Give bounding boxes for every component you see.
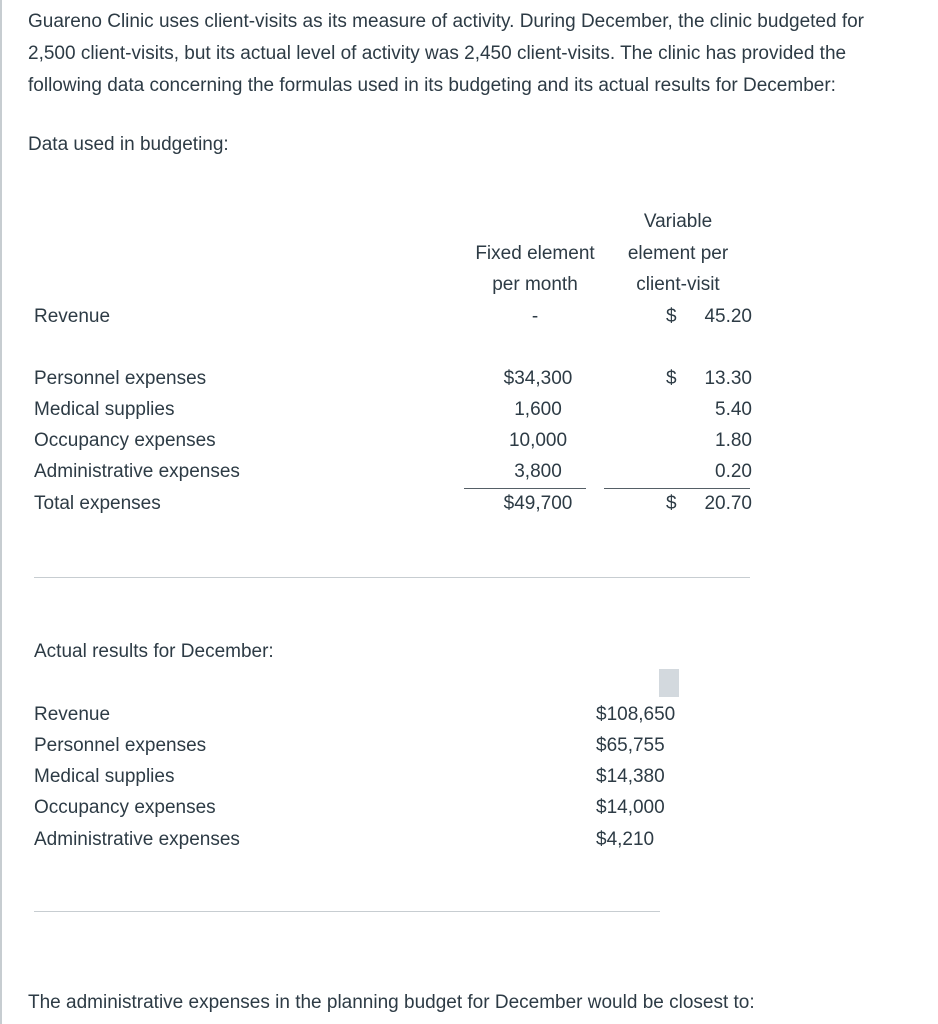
variable-amount: 13.30	[704, 368, 752, 389]
actual-row-value: $4,210	[596, 829, 655, 850]
fixed-header-line-2: per month	[492, 274, 578, 295]
variable-amount: 45.20	[704, 306, 752, 327]
question-text: The administrative expenses in the planning budget for December would be closest to:	[28, 992, 755, 1013]
actual-row-value: $65,755	[596, 735, 665, 756]
budget-row-fixed: 3,800	[514, 461, 562, 482]
actual-row-label: Medical supplies	[34, 766, 175, 787]
budget-row-label: Administrative expenses	[34, 461, 240, 482]
budget-row-fixed: 10,000	[508, 430, 568, 451]
variable-header-line-1: Variable	[643, 211, 713, 232]
budget-revenue-label: Revenue	[34, 306, 111, 327]
budget-row-variable	[604, 398, 752, 422]
variable-amount: 5.40	[715, 399, 752, 420]
intro-line-1: Guareno Clinic uses client-visits as its measure of activity. During December, the clinic budgeted for	[28, 11, 865, 32]
actual-row-label: Revenue	[34, 704, 111, 725]
budget-total-fixed: $49,700	[503, 493, 573, 514]
variable-amount: 1.80	[715, 430, 752, 451]
budget-row-variable	[604, 460, 752, 484]
actual-row-label: Personnel expenses	[34, 735, 207, 756]
intro-line-3: following data concerning the formulas used in its budgeting and its actual results for December:	[28, 75, 836, 96]
highlight-box	[659, 669, 679, 697]
budget-row-fixed: $34,300	[503, 368, 573, 389]
variable-header-line-3: client-visit	[636, 274, 720, 295]
dollar-sign: $	[666, 368, 677, 389]
budget-total-label: Total expenses	[34, 493, 161, 514]
section-divider	[34, 911, 660, 912]
problem-intro	[28, 6, 928, 102]
actual-section-label: Actual results for December:	[34, 641, 274, 662]
variable-amount: 0.20	[715, 461, 752, 482]
budget-row-variable	[604, 367, 752, 391]
fixed-header-line-1: Fixed element	[475, 243, 595, 264]
budget-revenue-fixed: -	[531, 306, 539, 327]
variable-total-underline	[604, 488, 750, 489]
actual-row-label: Administrative expenses	[34, 829, 240, 850]
budget-total-variable	[604, 492, 752, 516]
actual-row-value: $14,380	[596, 766, 665, 787]
dollar-sign: $	[666, 493, 677, 514]
fixed-total-underline	[464, 488, 586, 489]
budget-row-fixed: 1,600	[514, 399, 562, 420]
budget-row-label: Personnel expenses	[34, 368, 207, 389]
dollar-sign: $	[666, 306, 677, 327]
budget-section-label: Data used in budgeting:	[28, 134, 229, 155]
variable-amount: 20.70	[704, 493, 752, 514]
left-border	[0, 0, 2, 1024]
budget-row-label: Medical supplies	[34, 399, 175, 420]
budget-row-label: Occupancy expenses	[34, 430, 216, 451]
actual-row-value: $108,650	[596, 704, 676, 725]
variable-header-line-2: element per	[627, 243, 729, 264]
actual-row-value: $14,000	[596, 797, 665, 818]
budget-row-variable	[604, 429, 752, 453]
section-divider	[34, 577, 750, 578]
actual-row-label: Occupancy expenses	[34, 797, 216, 818]
budget-revenue-variable	[604, 305, 752, 329]
intro-line-2: 2,500 client-visits, but its actual level of activity was 2,450 client-visits. The clinic has provided the	[28, 43, 847, 64]
